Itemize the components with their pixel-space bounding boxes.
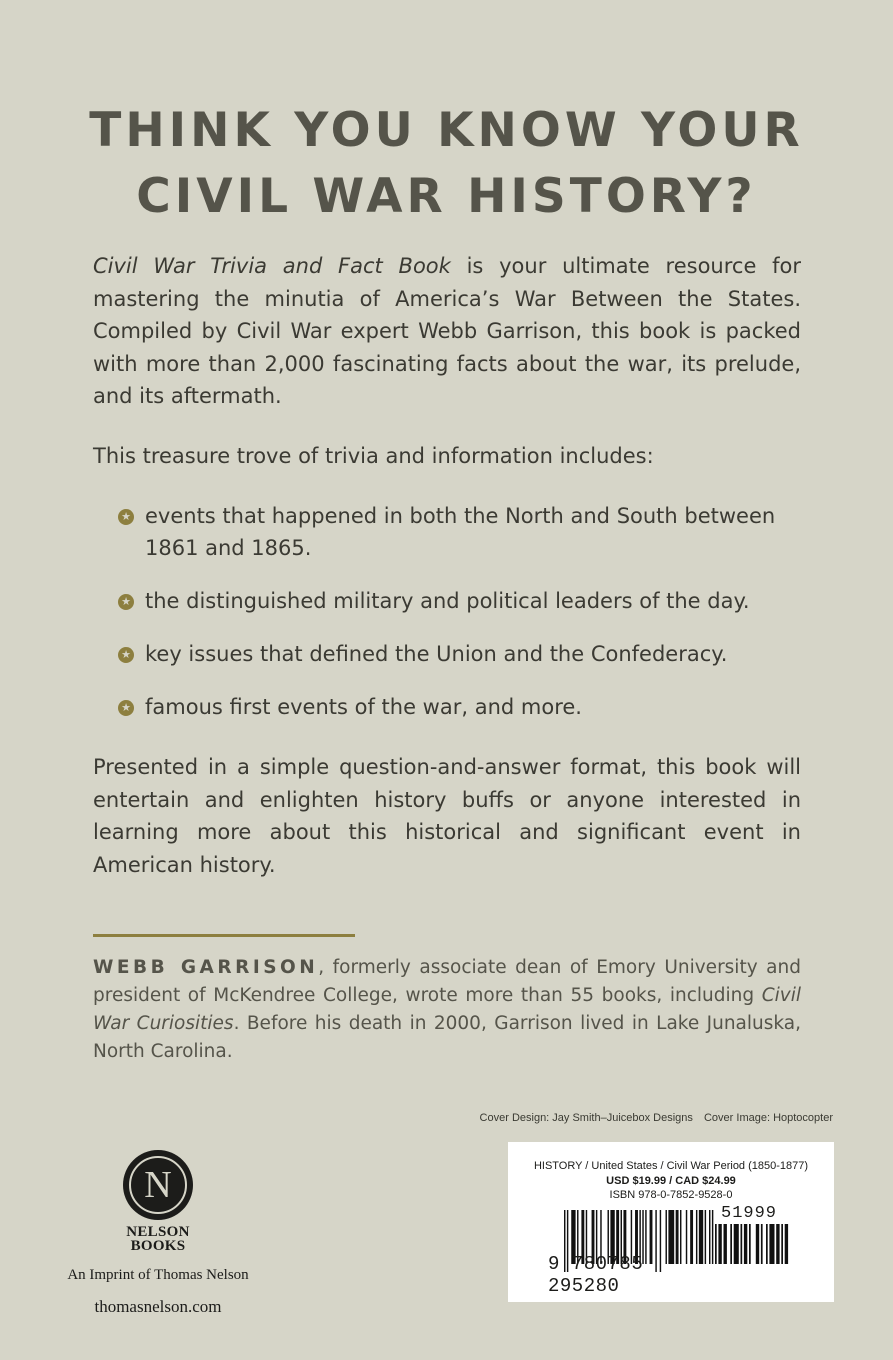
- star-icon: ★: [118, 700, 134, 716]
- list-item: [118, 691, 798, 723]
- headline-line-1: THINK YOU KNOW YOUR: [89, 103, 804, 158]
- book-title: Civil War Trivia and Fact Book: [93, 254, 451, 278]
- headline-line-2: CIVIL WAR HISTORY?: [136, 169, 757, 224]
- author-bio: [93, 954, 801, 1066]
- list-item-text: famous first events of the war, and more.: [145, 695, 582, 719]
- nelson-logo-icon: [123, 1150, 193, 1220]
- imprint-line: An Imprint of Thomas Nelson: [67, 1267, 249, 1283]
- cover-image-credit: Cover Image: Hoptocopter: [703, 1112, 833, 1124]
- logo-letter: N: [129, 1156, 187, 1214]
- divider: [93, 934, 355, 937]
- bio-text-1: , formerly associate dean of Emory University and president of McKendree College, wrote more than 55 books, including: [93, 957, 801, 1006]
- list-item: [118, 500, 798, 564]
- list-item-text: key issues that defined the Union and the Confederacy.: [145, 642, 728, 666]
- publisher-block: [60, 1150, 256, 1317]
- closing-paragraph: Presented in a simple question-and-answer format, this book will entertain and enlighten history buffs or anyone interested in learning more about this historical and significant event in American history.: [93, 755, 801, 877]
- bio-text-2: . Before his death in 2000, Garrison lived in Lake Junaluska, North Carolina.: [93, 1013, 801, 1062]
- cover-credits: [480, 1112, 833, 1124]
- barcode-box: [508, 1142, 834, 1302]
- barcode-digits: 9 780785 295280: [548, 1253, 644, 1297]
- bisac-category: HISTORY / United States / Civil War Period (1850-1877): [533, 1160, 809, 1172]
- author-name: WEBB GARRISON: [93, 957, 319, 978]
- includes-lead: This treasure trove of trivia and information includes:: [93, 444, 654, 468]
- headline: [0, 98, 893, 230]
- list-item-text: the distinguished military and political leaders of the day.: [145, 589, 750, 613]
- publisher-website: thomasnelson.com: [94, 1297, 222, 1316]
- list-item-text: events that happened in both the North and South between 1861 and 1865.: [145, 504, 776, 560]
- star-icon: ★: [118, 647, 134, 663]
- list-item: [118, 585, 798, 617]
- price-code: 51999: [721, 1204, 778, 1223]
- price-barcode-icon: [715, 1224, 795, 1272]
- isbn-line: ISBN 978-0-7852-9528-0: [609, 1189, 733, 1201]
- list-item: [118, 638, 798, 670]
- bio-book-title: Civil War Curiosities: [93, 985, 801, 1034]
- feature-list: [118, 500, 798, 723]
- price-line: USD $19.99 / CAD $24.99: [606, 1175, 736, 1187]
- publisher-name: [60, 1225, 256, 1253]
- intro-paragraph: [93, 250, 801, 413]
- publisher-name-line-2: BOOKS: [130, 1238, 186, 1254]
- intro-text: is your ultimate resource for mastering the minutia of America’s War Between the States. Compiled by Civil War expert Webb Garrison, this book is packed with more than 2,000 fascinating facts about the war, its prelude, and its aftermath.: [93, 254, 801, 408]
- cover-design-credit: Cover Design: Jay Smith–Juicebox Designs: [479, 1112, 693, 1124]
- star-icon: ★: [118, 594, 134, 610]
- publisher-name-line-1: NELSON: [126, 1224, 190, 1240]
- star-icon: ★: [118, 509, 134, 525]
